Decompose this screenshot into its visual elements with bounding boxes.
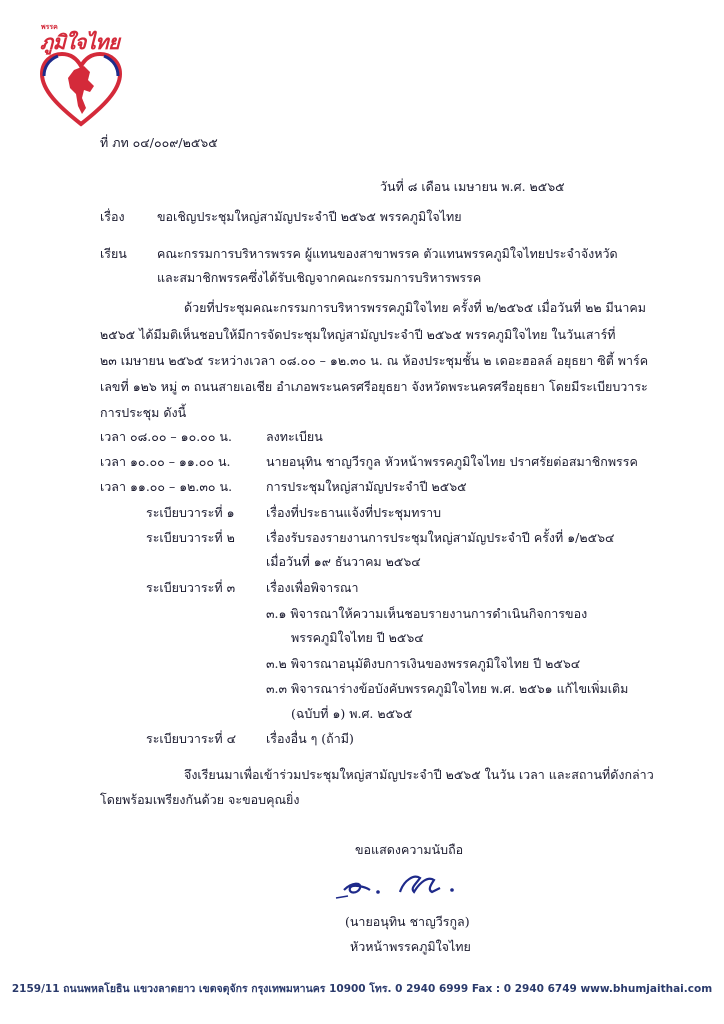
schedule-time: เวลา ๐๘.๐๐ – ๑๐.๐๐ น. bbox=[100, 429, 232, 444]
schedule-time: เวลา ๑๐.๐๐ – ๑๑.๐๐ น. bbox=[100, 454, 231, 469]
schedule-item: นายอนุทิน ชาญวีรกูล หัวหน้าพรรคภูมิใจไทย ปราศรัยต่อสมาชิกพรรค bbox=[266, 454, 638, 469]
signatory-position: หัวหน้าพรรคภูมิใจไทย bbox=[350, 939, 471, 954]
subject-label: เรื่อง bbox=[100, 209, 125, 224]
agenda-label: ระเบียบวาระที่ ๔ bbox=[146, 731, 237, 746]
agenda-item: เรื่องเพื่อพิจารณา bbox=[266, 580, 359, 595]
party-name-logo-text: ภูมิใจไทย bbox=[40, 30, 120, 54]
agenda-label: ระเบียบวาระที่ ๑ bbox=[146, 505, 235, 520]
agenda-item: เรื่องอื่น ๆ (ถ้ามี) bbox=[266, 731, 354, 746]
footer-address: 2159/11 ถนนพหลโยธิน แขวงลาดยาว เขตจตุจักร กรุงเทพมหานคร 10900 โทร. 0 2940 6999 Fax : 0 2940 6749 www.bhumjaithai.com bbox=[11, 983, 713, 995]
agenda-item: เรื่องที่ประธานแจ้งที่ประชุมทราบ bbox=[266, 505, 442, 520]
handwritten-signature bbox=[330, 868, 480, 902]
schedule-time: เวลา ๑๑.๐๐ – ๑๒.๓๐ น. bbox=[100, 479, 233, 494]
recipient-label: เรียน bbox=[100, 246, 127, 261]
party-logo-heart-icon bbox=[38, 50, 124, 130]
agenda-label: ระเบียบวาระที่ ๓ bbox=[146, 580, 236, 595]
closing-line-1: จึงเรียนมาเพื่อเข้าร่วมประชุมใหญ่สามัญประจำปี ๒๕๖๕ ในวัน เวลา และสถานที่ดังกล่าว bbox=[184, 767, 654, 782]
body-line-5: การประชุม ดังนี้ bbox=[100, 405, 187, 420]
subject-text: ขอเชิญประชุมใหญ่สามัญประจำปี ๒๕๖๕ พรรคภูมิใจไทย bbox=[157, 209, 462, 224]
schedule-item: ลงทะเบียน bbox=[266, 429, 323, 444]
agenda-item: เรื่องรับรองรายงานการประชุมใหญ่สามัญประจำปี ครั้งที่ ๑/๒๕๖๔ bbox=[266, 530, 615, 545]
body-line-4: เลขที่ ๑๒๖ หมู่ ๓ ถนนสายเอเชีย อำเภอพระนครศรีอยุธยา จังหวัดพระนครศรีอยุธยา โดยมีระเบียบวาระ bbox=[100, 379, 648, 394]
body-line-3: ๒๓ เมษายน ๒๕๖๕ ระหว่างเวลา ๐๘.๐๐ – ๑๒.๓๐ น. ณ ห้องประชุมชั้น ๒ เดอะฮอลล์ อยุธยา ซิตี้ พาร์ค bbox=[100, 353, 649, 368]
recipient-line-1: คณะกรรมการบริหารพรรค ผู้แทนของสาขาพรรค ตัวแทนพรรคภูมิใจไทยประจำจังหวัด bbox=[157, 246, 618, 261]
closing-line-2: โดยพร้อมเพรียงกันด้วย จะขอบคุณยิ่ง bbox=[100, 792, 300, 807]
agenda-subitem-continued: (ฉบับที่ ๑) พ.ศ. ๒๕๖๕ bbox=[291, 706, 413, 721]
agenda-subitem-continued: พรรคภูมิใจไทย ปี ๒๕๖๔ bbox=[291, 630, 424, 645]
party-name-small: พรรค bbox=[41, 23, 58, 31]
agenda-subitem: ๓.๓ พิจารณาร่างข้อบังคับพรรคภูมิใจไทย พ.ศ. ๒๕๖๑ แก้ไขเพิ่มเติม bbox=[266, 681, 629, 696]
agenda-subitem: ๓.๒ พิจารณาอนุมัติงบการเงินของพรรคภูมิใจไทย ปี ๒๕๖๔ bbox=[266, 656, 581, 671]
agenda-item-continued: เมื่อวันที่ ๑๙ ธันวาคม ๒๕๖๔ bbox=[266, 554, 421, 569]
body-line-1: ด้วยที่ประชุมคณะกรรมการบริหารพรรคภูมิใจไทย ครั้งที่ ๒/๒๕๖๕ เมื่อวันที่ ๒๒ มีนาคม bbox=[184, 300, 646, 315]
schedule-item: การประชุมใหญ่สามัญประจำปี ๒๕๖๕ bbox=[266, 479, 467, 494]
recipient-line-2: และสมาชิกพรรคซึ่งได้รับเชิญจากคณะกรรมการบริหารพรรค bbox=[157, 270, 482, 285]
regards: ขอแสดงความนับถือ bbox=[355, 842, 464, 857]
agenda-subitem: ๓.๑ พิจารณาให้ความเห็นชอบรายงานการดำเนินกิจการของ bbox=[266, 606, 588, 621]
body-line-2: ๒๕๖๕ ได้มีมติเห็นชอบให้มีการจัดประชุมใหญ่สามัญประจำปี ๒๕๖๕ พรรคภูมิใจไทย ในวันเสาร์ที่ bbox=[100, 327, 616, 342]
document-date: วันที่ ๘ เดือน เมษายน พ.ศ. ๒๕๖๕ bbox=[380, 179, 565, 194]
agenda-label: ระเบียบวาระที่ ๒ bbox=[146, 530, 235, 545]
document-number: ที่ ภท ๐๔/๐๐๙/๒๕๖๕ bbox=[100, 135, 218, 150]
signatory-name: (นายอนุทิน ชาญวีรกูล) bbox=[345, 914, 470, 929]
